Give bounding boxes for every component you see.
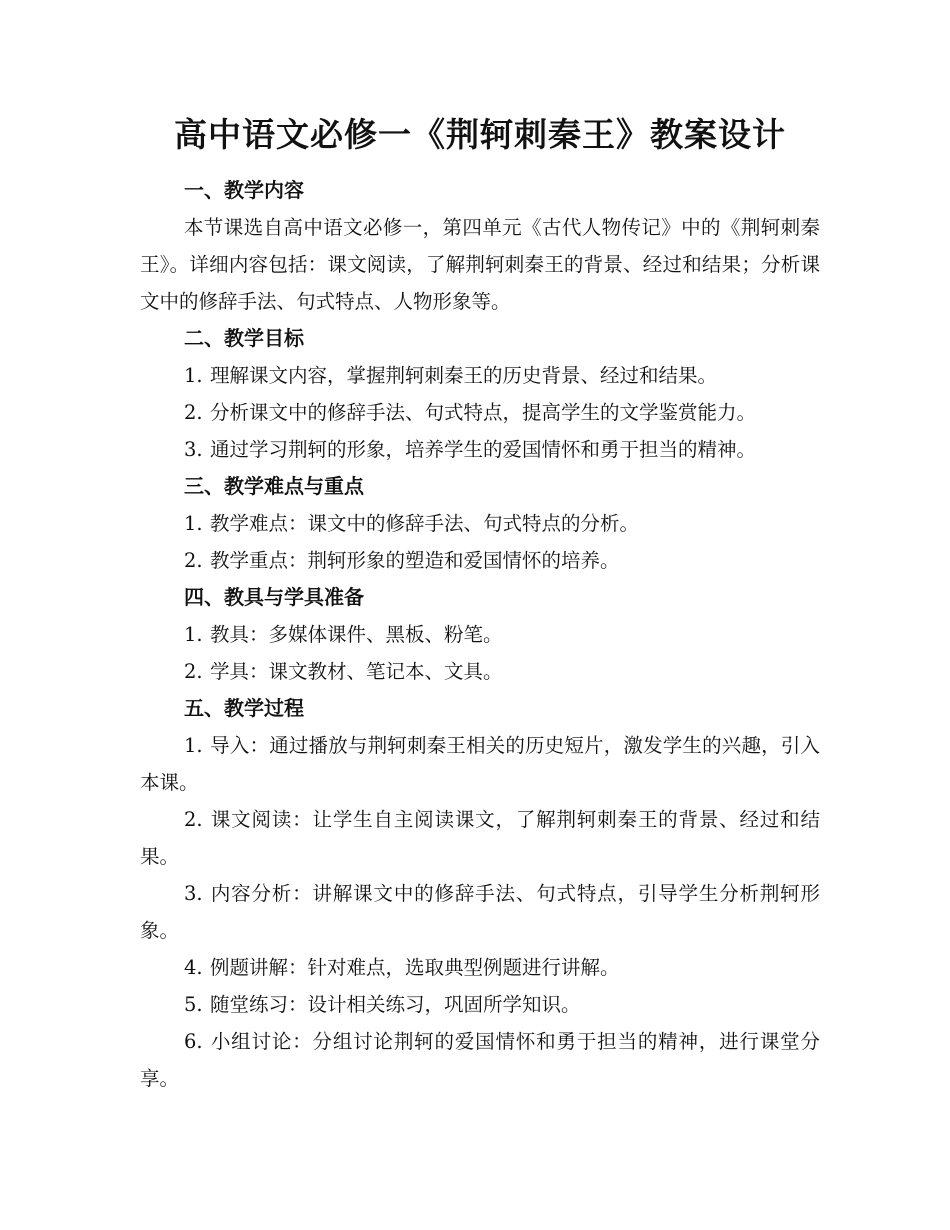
item-number: 2. (184, 660, 203, 683)
document-page (140, 112, 820, 1097)
item-text: 理解课文内容，掌握荆轲刺秦王的历史背景、经过和结果。 (210, 364, 718, 387)
item-text: 通过学习荆轲的形象，培养学生的爱国情怀和勇于担当的精神。 (210, 438, 757, 461)
item-text: 课文阅读：让学生自主阅读课文，了解荆轲刺秦王的背景、经过和结果。 (140, 808, 820, 868)
item-number: 5. (184, 993, 203, 1016)
item-text: 教学重点：荆轲形象的塑造和爱国情怀的培养。 (210, 549, 620, 572)
list-item (140, 357, 820, 394)
section-teaching-objectives (140, 320, 820, 468)
list-item (140, 653, 820, 690)
section-teaching-aids (140, 579, 820, 690)
item-number: 1. (184, 623, 203, 646)
item-number: 2. (184, 808, 203, 831)
list-item (140, 1023, 820, 1097)
item-number: 1. (184, 512, 203, 535)
item-number: 2. (184, 401, 203, 424)
list-item (140, 431, 820, 468)
list-item (140, 949, 820, 986)
item-number: 1. (184, 734, 203, 757)
item-text: 分析课文中的修辞手法、句式特点，提高学生的文学鉴赏能力。 (210, 401, 757, 424)
section-teaching-content (140, 172, 820, 320)
item-text: 教学难点：课文中的修辞手法、句式特点的分析。 (210, 512, 640, 535)
section-heading: 一、教学内容 (184, 178, 304, 202)
item-text: 学具：课文教材、笔记本、文具。 (210, 660, 503, 683)
item-number: 4. (184, 956, 203, 979)
list-item (140, 505, 820, 542)
item-number: 2. (184, 549, 203, 572)
list-item (140, 616, 820, 653)
item-number: 3. (184, 882, 203, 905)
item-number: 3. (184, 438, 203, 461)
section-difficulties-keypoints (140, 468, 820, 579)
list-item (140, 801, 820, 875)
item-text: 内容分析：讲解课文中的修辞手法、句式特点，引导学生分析荆轲形象。 (140, 882, 820, 942)
item-text: 随堂练习：设计相关练习，巩固所学知识。 (210, 993, 581, 1016)
item-text: 小组讨论：分组讨论荆轲的爱国情怀和勇于担当的精神，进行课堂分享。 (140, 1030, 820, 1090)
list-item (140, 394, 820, 431)
item-text: 导入：通过播放与荆轲刺秦王相关的历史短片，激发学生的兴趣，引入本课。 (140, 734, 820, 794)
item-text: 例题讲解：针对难点，选取典型例题进行讲解。 (210, 956, 620, 979)
item-number: 1. (184, 364, 203, 387)
section-heading: 三、教学难点与重点 (184, 474, 364, 498)
item-number: 6. (184, 1030, 203, 1053)
item-text: 教具：多媒体课件、黑板、粉笔。 (210, 623, 503, 646)
list-item (140, 986, 820, 1023)
list-item (140, 875, 820, 949)
list-item (140, 727, 820, 801)
document-title: 高中语文必修一《荆轲刺秦王》教案设计 (174, 115, 786, 154)
section-teaching-process (140, 690, 820, 1097)
section-heading: 四、教具与学具准备 (184, 585, 364, 609)
section-heading: 二、教学目标 (184, 326, 304, 350)
paragraph: 本节课选自高中语文必修一，第四单元《古代人物传记》中的《荆轲刺秦王》。详细内容包括：课文阅读，了解荆轲刺秦王的背景、经过和结果；分析课文中的修辞手法、句式特点、人物形象等。 (140, 216, 820, 313)
list-item (140, 542, 820, 579)
section-heading: 五、教学过程 (184, 696, 304, 720)
